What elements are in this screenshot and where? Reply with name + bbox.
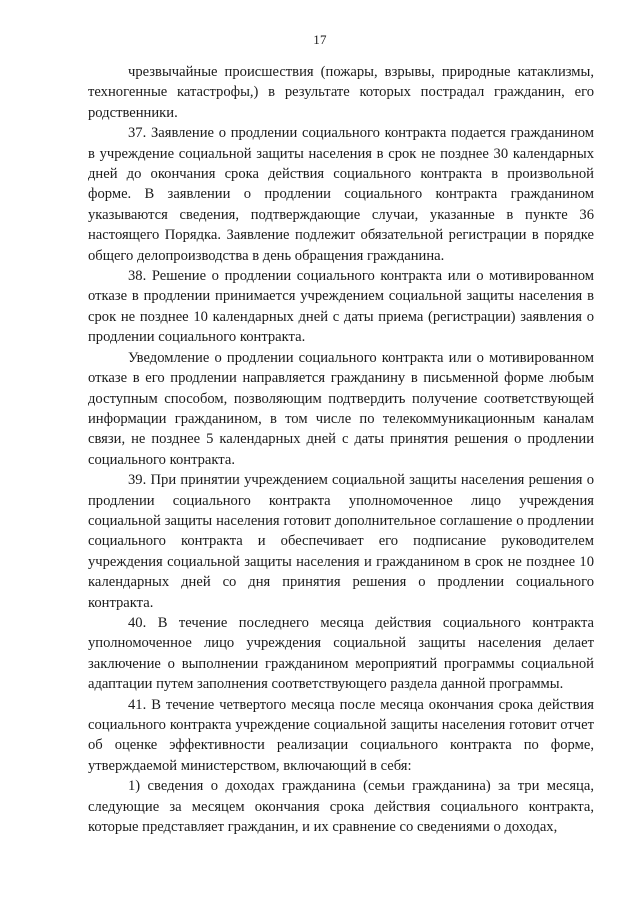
paragraph-39: 39. При принятии учреждением социальной защиты населения решения о продлении социального контракта уполномоченное лицо учреждения социальной защиты населения готовит дополнительное соглашение о продлении социального контракта и обеспечивает его подписание руководителем учреждения социальной защиты населения и гражданином в срок не позднее 10 календарных дней со дня принятия решения о продлении социального контракта. [88,472,594,611]
paragraph-continuation: чрезвычайные происшествия (пожары, взрывы, природные катаклизмы, техногенные катастрофы,) в результате которых пострадал гражданин, его родственники. [88,64,594,121]
paragraph-38-notice: Уведомление о продлении социального контракта или о мотивированном отказе в его продлении направляется гражданину в письменной форме любым доступным способом, позволяющим подтвердить получение соответствующей информации гражданином, в том числе по телекоммуникационным каналам связи, не позднее 5 календарных дней с даты принятия решения о продлении социального контракта. [88,349,594,468]
paragraph-41-item-1: 1) сведения о доходах гражданина (семьи гражданина) за три месяца, следующие за месяцем окончания срока действия социального контракта, которые представляет гражданин, и их сравнение со сведениями о доходах, [88,778,594,836]
paragraph-41: 41. В течение четвертого месяца после месяца окончания срока действия социального контракта учреждение социальной защиты населения готовит отчет об оценке эффективности реализации социального контракта по форме, утверждаемой министерством, включающий в себя: [88,696,594,774]
paragraph-37: 37. Заявление о продлении социального контракта подается гражданином в учреждение социальной защиты населения в срок не позднее 30 календарных дней до окончания срока действия социального контракта в произвольной форме. В заявлении о продлении социального контракта гражданином указываются сведения, подтверждающие случаи, указанные в пункте 36 настоящего Порядка. Заявление подлежит обязательной регистрации в порядке общего делопроизводства в день обращения гражданина. [88,125,594,264]
paragraph-38: 38. Решение о продлении социального контракта или о мотивированном отказе в продлении принимается учреждением социальной защиты населения в срок не позднее 10 календарных дней с даты приема (регистрации) заявления о продлении социального контракта. [88,268,594,346]
page-number: 17 [313,32,327,47]
paragraph-40: 40. В течение последнего месяца действия социального контракта уполномоченное лицо учреждения социальной защиты населения делает заключение о выполнении гражданином мероприятий программы социальной адаптации путем заполнения соответствующего раздела данной программы. [88,614,594,693]
document-body [88,62,594,837]
